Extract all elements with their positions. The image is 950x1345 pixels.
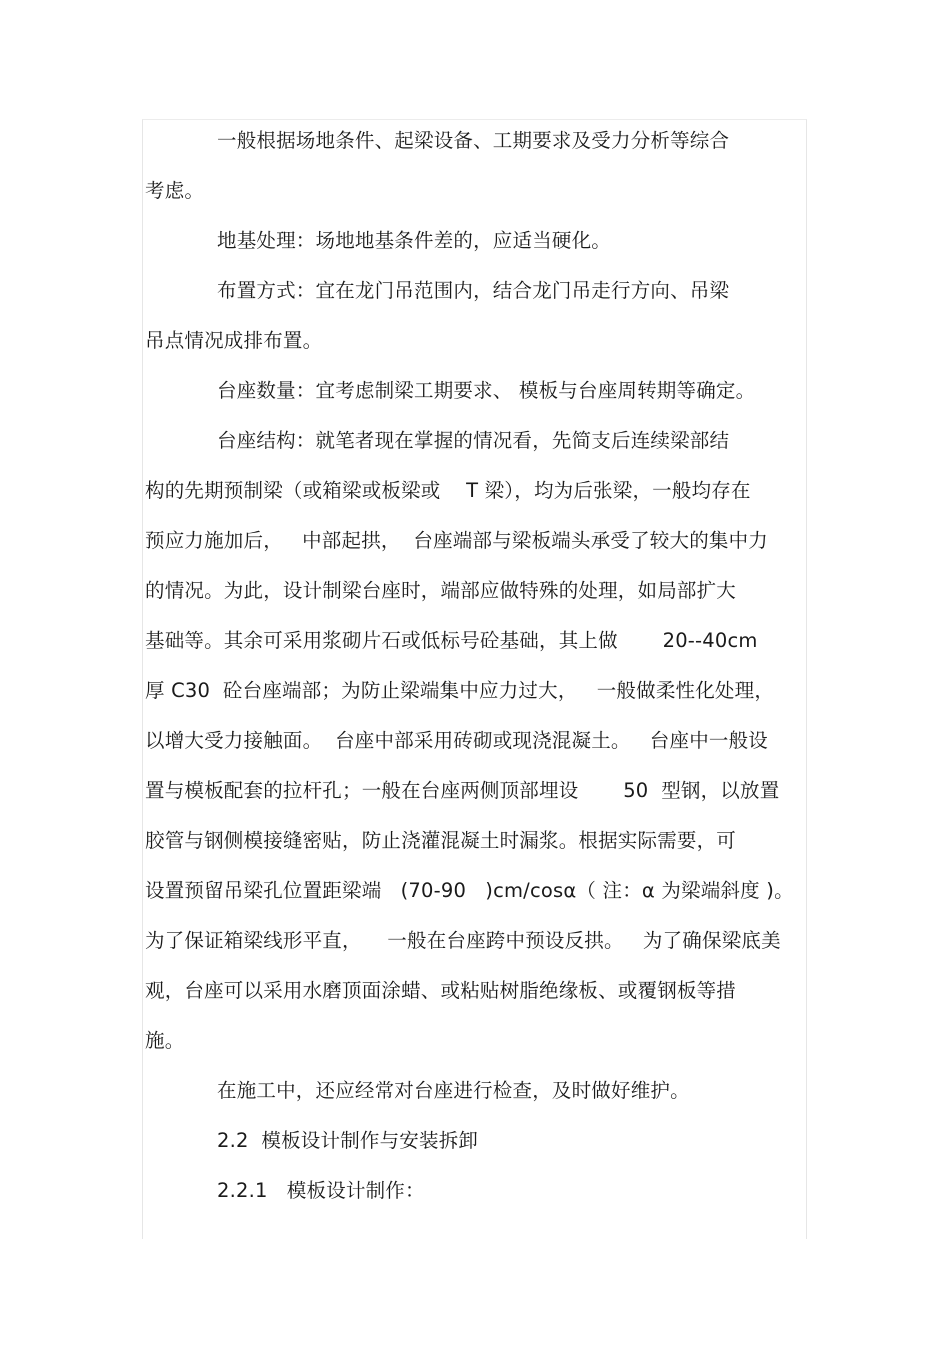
text-line: 的情况。为此，设计制梁台座时，端部应做特殊的处理，如局部扩大 [145, 579, 737, 602]
text-line: 地基处理：场地地基条件差的，应适当硬化。 [217, 229, 612, 252]
text-line: 布置方式：宜在龙门吊范围内，结合龙门吊走行方向、吊梁 [217, 279, 730, 302]
text-line: 设置预留吊梁孔位置距梁端 (70-90 )cm/cosα（ 注：α 为梁端斜度 )。 [145, 879, 794, 902]
text-line: 施。 [145, 1029, 185, 1052]
text-line: 考虑。 [145, 179, 205, 202]
text-line: 以增大受力接触面。 台座中部采用砖砌或现浇混凝土。 台座中一般设 [145, 729, 768, 752]
text-line: 胶管与钢侧模接缝密贴，防止浇灌混凝土时漏浆。根据实际需要，可 [145, 829, 737, 852]
text-line: 台座结构：就笔者现在掌握的情况看，先简支后连续梁部结 [217, 429, 730, 452]
text-line: 为了保证箱梁线形平直， 一般在台座跨中预设反拱。 为了确保梁底美 [145, 929, 781, 952]
text-line: 基础等。其余可采用浆砌片石或低标号砼基础，其上做 20--40cm [145, 629, 758, 652]
subsection-heading: 2.2.1 模板设计制作： [217, 1179, 425, 1202]
text-line: 预应力施加后， 中部起拱， 台座端部与梁板端头承受了较大的集中力 [145, 529, 768, 552]
text-line: 台座数量：宜考虑制梁工期要求、 模板与台座周转期等确定。 [217, 379, 756, 402]
text-line: 厚 C30 砼台座端部；为防止梁端集中应力过大， 一般做柔性化处理， [145, 679, 775, 702]
text-line: 吊点情况成排布置。 [145, 329, 323, 352]
text-line: 在施工中，还应经常对台座进行检查，及时做好维护。 [217, 1079, 690, 1102]
text-line: 置与模板配套的拉杆孔；一般在台座两侧顶部埋设 50 型钢，以放置 [145, 779, 780, 802]
text-line: 一般根据场地条件、起梁设备、工期要求及受力分析等综合 [217, 129, 730, 152]
section-heading: 2.2 模板设计制作与安装拆卸 [217, 1129, 479, 1152]
text-line: 构的先期预制梁（或箱梁或板梁或 T 梁），均为后张梁，一般均存在 [145, 479, 751, 502]
text-line: 观，台座可以采用水磨顶面涂蜡、或粘贴树脂绝缘板、或覆钢板等措 [145, 979, 737, 1002]
